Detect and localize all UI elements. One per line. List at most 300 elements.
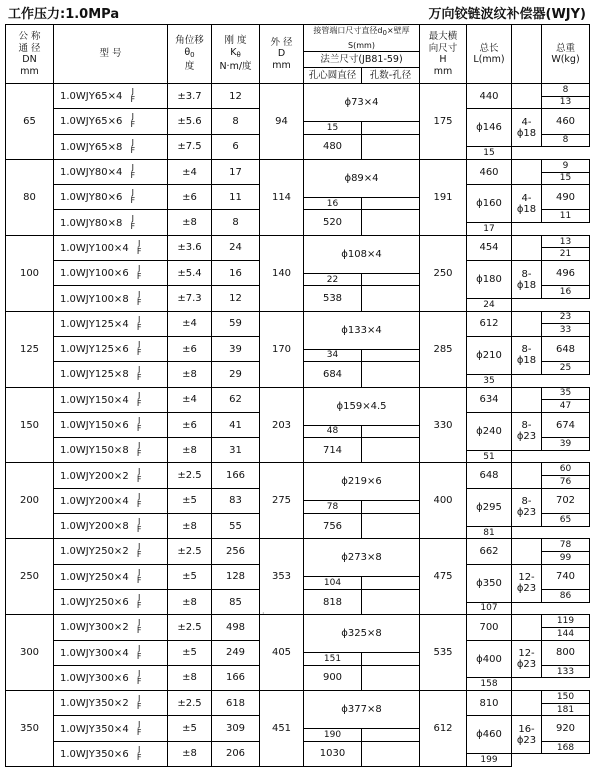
model-text: 1.0WJY250×4: [60, 571, 129, 583]
model-text: 1.0WJY100×4: [60, 242, 129, 254]
cell-weight: 35: [542, 387, 590, 400]
cell-dn: 65: [6, 84, 54, 160]
cell-max-lateral: 330: [420, 387, 467, 463]
cell-angle: ±3.6: [168, 235, 212, 260]
cell-stiffness: 85: [212, 589, 260, 614]
cell-angle: ±8: [168, 210, 212, 235]
cell-pipe-size: ϕ273×8: [304, 539, 420, 577]
cell-pipe-size: ϕ89×4: [304, 159, 420, 197]
cell-length: 612: [467, 311, 512, 336]
cell-angle: ±2.5: [168, 691, 212, 716]
cell-angle: ±2.5: [168, 615, 212, 640]
cell-length: 490: [542, 185, 590, 210]
cell-max-lateral: 285: [420, 311, 467, 387]
cell-pipe-size: ϕ377×8: [304, 691, 420, 729]
cell-length: 1030: [304, 741, 362, 766]
table-row: [6, 84, 590, 97]
cell-stiffness: 256: [212, 539, 260, 564]
cell-angle: ±2.5: [168, 539, 212, 564]
cell-weight: 150: [542, 691, 590, 704]
model-text: 1.0WJY150×8: [60, 445, 129, 457]
model-text: 1.0WJY200×4: [60, 495, 129, 507]
connection-type-marker: J F: [136, 517, 142, 535]
document-header: [8, 0, 586, 22]
cell-length: 740: [542, 564, 590, 589]
cell-stiffness: 309: [212, 716, 260, 741]
cell-dn: 125: [6, 311, 54, 387]
cell-pipe-size: ϕ73×4: [304, 84, 420, 122]
cell-bolt-count: 12-ϕ23: [512, 640, 542, 678]
cell-weight: 15: [304, 121, 362, 134]
cell-model: [54, 615, 168, 640]
table-row: [6, 235, 590, 248]
table-body: [6, 84, 590, 767]
cell-max-lateral: 535: [420, 615, 467, 691]
cell-angle: ±5: [168, 488, 212, 513]
cell-angle: ±4: [168, 311, 212, 336]
cell-angle: ±7.5: [168, 134, 212, 159]
model-text: 1.0WJY300×6: [60, 672, 129, 684]
model-text: 1.0WJY350×6: [60, 748, 129, 760]
cell-weight: 47: [542, 400, 590, 413]
connection-type-marker: J F: [136, 719, 142, 737]
model-text: 1.0WJY150×6: [60, 420, 129, 431]
connection-type-marker: J F: [136, 618, 142, 636]
model-text: 1.0WJY80×8: [60, 217, 123, 229]
cell-weight: 144: [542, 627, 590, 640]
cell-length: 684: [304, 362, 362, 387]
cell-length: 460: [467, 159, 512, 184]
cell-bolt-count: 12-ϕ23: [512, 564, 542, 602]
cell-stiffness: 59: [212, 311, 260, 336]
cell-angle: ±6: [168, 185, 212, 210]
cell-angle: ±2.5: [168, 463, 212, 488]
cell-model: [54, 438, 168, 463]
cell-weight: 8: [542, 134, 590, 147]
cell-length: 920: [542, 716, 590, 741]
cell-spacer: [512, 691, 542, 716]
cell-model: [54, 488, 168, 513]
cell-max-lateral: 475: [420, 539, 467, 615]
connection-type-marker: J F: [136, 365, 142, 383]
table-row: [6, 463, 590, 476]
cell-angle: ±7.3: [168, 286, 212, 311]
connection-type-marker: J F: [136, 643, 142, 661]
cell-length: 648: [542, 336, 590, 361]
cell-model: [54, 514, 168, 539]
cell-length: 520: [304, 210, 362, 235]
cell-weight: 65: [542, 514, 590, 527]
cell-length: 662: [467, 539, 512, 564]
cell-stiffness: 12: [212, 84, 260, 109]
header-max-lateral: 最大横 向尺寸 H mm: [420, 25, 467, 84]
cell-weight: 16: [304, 197, 362, 210]
cell-bolt-circle: ϕ160: [467, 185, 512, 223]
cell-bolt-count: 4-ϕ18: [512, 109, 542, 147]
header-pipe-size: 接管端口尺寸直径d0×壁厚S(mm): [304, 25, 420, 52]
cell-weight: 81: [467, 526, 512, 539]
cell-angle: ±5: [168, 564, 212, 589]
header-weight: 总重 W(kg): [542, 25, 590, 84]
cell-outer-diameter: 405: [260, 615, 304, 691]
header-outer-diameter: 外 径 D mm: [260, 25, 304, 84]
cell-max-lateral: 250: [420, 235, 467, 311]
connection-type-marker: J F: [130, 188, 136, 206]
cell-outer-diameter: 140: [260, 235, 304, 311]
cell-model: [54, 286, 168, 311]
cell-dn: 350: [6, 691, 54, 767]
cell-weight: 199: [467, 754, 512, 767]
model-text: 1.0WJY200×2: [60, 470, 129, 482]
cell-angle: ±8: [168, 362, 212, 387]
cell-spacer: [362, 514, 420, 539]
cell-angle: ±5.6: [168, 109, 212, 134]
cell-weight: 34: [304, 349, 362, 362]
cell-weight: 76: [542, 476, 590, 489]
cell-bolt-count: 4-ϕ18: [512, 185, 542, 223]
cell-weight: 86: [542, 589, 590, 602]
cell-stiffness: 8: [212, 109, 260, 134]
cell-outer-diameter: 94: [260, 84, 304, 160]
cell-model: [54, 640, 168, 665]
scan-mark: ·: [262, 609, 265, 618]
cell-stiffness: 8: [212, 210, 260, 235]
connection-type-marker: J F: [130, 112, 136, 130]
cell-pipe-size: ϕ219×6: [304, 463, 420, 501]
connection-type-marker: J F: [136, 466, 142, 484]
connection-type-marker: J F: [136, 314, 142, 332]
cell-bolt-count: 8-ϕ18: [512, 336, 542, 374]
table-row: [6, 691, 590, 704]
cell-length: 440: [467, 84, 512, 109]
cell-weight: 119: [542, 615, 590, 628]
cell-weight: 107: [467, 602, 512, 615]
cell-model: [54, 564, 168, 589]
table-row: [6, 387, 590, 400]
cell-angle: ±8: [168, 514, 212, 539]
cell-stiffness: 31: [212, 438, 260, 463]
cell-weight: 13: [542, 96, 590, 109]
table-row: [6, 311, 590, 324]
connection-type-marker: J F: [130, 137, 136, 155]
cell-bolt-circle: ϕ350: [467, 564, 512, 602]
cell-weight: 15: [467, 147, 512, 160]
cell-bolt-circle: ϕ240: [467, 412, 512, 450]
cell-angle: ±8: [168, 589, 212, 614]
cell-length: 496: [542, 261, 590, 286]
cell-dn: 80: [6, 159, 54, 235]
cell-weight: 11: [542, 210, 590, 223]
cell-bolt-circle: ϕ180: [467, 261, 512, 299]
cell-weight: 8: [542, 84, 590, 97]
cell-dn: 300: [6, 615, 54, 691]
cell-outer-diameter: 275: [260, 463, 304, 539]
model-text: 1.0WJY100×8: [60, 293, 129, 305]
cell-spacer: [512, 387, 542, 412]
cell-weight: 190: [304, 729, 362, 742]
cell-model: [54, 311, 168, 336]
cell-angle: ±4: [168, 387, 212, 412]
cell-model: [54, 210, 168, 235]
table-row: [6, 159, 590, 172]
cell-weight: 78: [542, 539, 590, 552]
cell-model: [54, 336, 168, 361]
cell-weight: 33: [542, 324, 590, 337]
model-text: 1.0WJY250×2: [60, 546, 129, 558]
cell-weight: 168: [542, 741, 590, 754]
cell-bolt-count: 8-ϕ23: [512, 488, 542, 526]
cell-spacer: [512, 615, 542, 640]
cell-stiffness: 498: [212, 615, 260, 640]
cell-length: 634: [467, 387, 512, 412]
table-header: [6, 25, 590, 84]
connection-type-marker: J F: [136, 567, 142, 585]
cell-weight: 15: [542, 172, 590, 185]
cell-model: [54, 159, 168, 184]
cell-spacer: [512, 159, 542, 184]
cell-weight: 22: [304, 273, 362, 286]
connection-type-marker: J F: [130, 163, 136, 181]
cell-spacer: [362, 210, 420, 235]
cell-weight: 13: [542, 235, 590, 248]
cell-stiffness: 166: [212, 463, 260, 488]
cell-length: 454: [467, 235, 512, 260]
cell-weight: 181: [542, 703, 590, 716]
cell-spacer: [512, 84, 542, 109]
cell-model: [54, 716, 168, 741]
cell-length: 800: [542, 640, 590, 665]
cell-dn: 250: [6, 539, 54, 615]
working-pressure-label: 工作压力:1.0MPa: [8, 7, 120, 22]
cell-angle: ±8: [168, 665, 212, 690]
cell-angle: ±5: [168, 716, 212, 741]
cell-spacer: [512, 463, 542, 488]
model-text: 1.0WJY65×8: [60, 141, 123, 153]
cell-length: 714: [304, 438, 362, 463]
document-title: 万向铰链波纹补偿器(WJY): [428, 7, 586, 22]
connection-type-marker: J F: [136, 289, 142, 307]
cell-bolt-circle: ϕ460: [467, 716, 512, 754]
cell-spacer: [362, 286, 420, 311]
connection-type-marker: J F: [136, 390, 142, 408]
connection-type-marker: J F: [136, 238, 142, 256]
cell-stiffness: 6: [212, 134, 260, 159]
cell-pipe-size: ϕ133×4: [304, 311, 420, 349]
model-text: 1.0WJY125×8: [60, 369, 129, 381]
cell-stiffness: 206: [212, 741, 260, 766]
cell-spacer: [362, 589, 420, 614]
cell-stiffness: 24: [212, 235, 260, 260]
connection-type-marker: J F: [136, 694, 142, 712]
header-length: 总长 L(mm): [467, 25, 512, 84]
cell-weight: 48: [304, 425, 362, 438]
cell-dn: 100: [6, 235, 54, 311]
cell-length: 648: [467, 463, 512, 488]
cell-bolt-circle: ϕ295: [467, 488, 512, 526]
cell-stiffness: 29: [212, 362, 260, 387]
cell-weight: 23: [542, 311, 590, 324]
cell-model: [54, 134, 168, 159]
cell-spacer: [512, 311, 542, 336]
model-text: 1.0WJY80×4: [60, 167, 123, 179]
cell-angle: ±6: [168, 336, 212, 361]
connection-type-marker: J F: [136, 416, 142, 433]
cell-angle: ±3.7: [168, 84, 212, 109]
cell-model: [54, 412, 168, 437]
cell-bolt-circle: ϕ210: [467, 336, 512, 374]
cell-model: [54, 235, 168, 260]
cell-max-lateral: 191: [420, 159, 467, 235]
cell-angle: ±5.4: [168, 261, 212, 286]
cell-length: 810: [467, 691, 512, 716]
cell-pipe-size: ϕ325×8: [304, 615, 420, 653]
cell-dn: 200: [6, 463, 54, 539]
connection-type-marker: J F: [136, 593, 142, 611]
cell-bolt-count: 8-ϕ18: [512, 261, 542, 299]
header-flange: 法兰尺寸(JB81-59): [304, 52, 420, 68]
cell-stiffness: 39: [212, 336, 260, 361]
cell-angle: ±5: [168, 640, 212, 665]
cell-weight: 39: [542, 438, 590, 451]
table-row: [6, 615, 590, 628]
cell-weight: 104: [304, 577, 362, 590]
cell-dn: 150: [6, 387, 54, 463]
model-text: 1.0WJY300×4: [60, 647, 129, 659]
cell-stiffness: 41: [212, 412, 260, 437]
cell-model: [54, 185, 168, 210]
cell-weight: 17: [467, 223, 512, 236]
cell-bolt-circle: ϕ400: [467, 640, 512, 678]
model-text: 1.0WJY250×6: [60, 597, 129, 609]
header-bolt-count: 孔数-孔径: [362, 68, 420, 84]
cell-max-lateral: 612: [420, 691, 467, 767]
model-text: 1.0WJY200×8: [60, 521, 129, 533]
cell-stiffness: 12: [212, 286, 260, 311]
spec-table: [5, 24, 590, 767]
cell-length: 818: [304, 589, 362, 614]
cell-outer-diameter: 203: [260, 387, 304, 463]
cell-weight: 133: [542, 665, 590, 678]
table-row: [6, 539, 590, 552]
cell-outer-diameter: 170: [260, 311, 304, 387]
connection-type-marker: J F: [136, 264, 142, 282]
cell-length: 756: [304, 514, 362, 539]
connection-type-marker: J F: [136, 744, 142, 762]
cell-stiffness: 17: [212, 159, 260, 184]
cell-weight: 24: [467, 299, 512, 312]
cell-length: 702: [542, 488, 590, 513]
cell-weight: 35: [467, 374, 512, 387]
header-model: 型 号: [54, 25, 168, 84]
cell-model: [54, 741, 168, 766]
model-text: 1.0WJY350×2: [60, 698, 129, 710]
cell-outer-diameter: 353: [260, 539, 304, 615]
cell-spacer: [362, 741, 420, 766]
connection-type-marker: J F: [136, 491, 142, 509]
cell-model: [54, 387, 168, 412]
cell-angle: ±6: [168, 412, 212, 437]
cell-weight: 16: [542, 286, 590, 299]
cell-stiffness: 55: [212, 514, 260, 539]
cell-length: 900: [304, 665, 362, 690]
cell-weight: 25: [542, 362, 590, 375]
cell-max-lateral: 175: [420, 84, 467, 160]
cell-stiffness: 83: [212, 488, 260, 513]
connection-type-marker: J F: [136, 668, 142, 686]
cell-length: 700: [467, 615, 512, 640]
cell-stiffness: 62: [212, 387, 260, 412]
cell-spacer: [512, 235, 542, 260]
model-text: 1.0WJY300×2: [60, 622, 129, 634]
cell-model: [54, 539, 168, 564]
connection-type-marker: J F: [136, 441, 142, 459]
model-text: 1.0WJY65×6: [60, 116, 123, 128]
cell-model: [54, 463, 168, 488]
cell-model: [54, 84, 168, 109]
cell-bolt-count: 8-ϕ23: [512, 412, 542, 450]
model-text: 1.0WJY65×4: [60, 91, 123, 103]
cell-weight: 51: [467, 450, 512, 463]
cell-spacer: [362, 362, 420, 387]
cell-length: 674: [542, 412, 590, 437]
cell-stiffness: 16: [212, 261, 260, 286]
header-stiffness: 刚 度 $K_\theta$ N·m/度: [212, 25, 260, 84]
cell-weight: 9: [542, 159, 590, 172]
cell-spacer: [362, 665, 420, 690]
cell-angle: ±4: [168, 159, 212, 184]
cell-weight: 99: [542, 551, 590, 564]
cell-stiffness: 618: [212, 691, 260, 716]
model-text: 1.0WJY100×6: [60, 268, 129, 280]
connection-type-marker: J F: [130, 213, 136, 231]
cell-bolt-count: 16-ϕ23: [512, 716, 542, 754]
cell-model: [54, 691, 168, 716]
cell-weight: 78: [304, 501, 362, 514]
cell-spacer: [512, 539, 542, 564]
cell-stiffness: 128: [212, 564, 260, 589]
cell-model: [54, 261, 168, 286]
cell-outer-diameter: 114: [260, 159, 304, 235]
connection-type-marker: J F: [130, 87, 136, 105]
cell-stiffness: 166: [212, 665, 260, 690]
cell-model: [54, 665, 168, 690]
cell-weight: 21: [542, 248, 590, 261]
model-text: 1.0WJY125×6: [60, 344, 129, 356]
cell-max-lateral: 400: [420, 463, 467, 539]
cell-model: [54, 109, 168, 134]
header-dn: 公 称 通 径 DN mm: [6, 25, 54, 84]
cell-spacer: [362, 438, 420, 463]
cell-weight: 151: [304, 653, 362, 666]
cell-outer-diameter: 451: [260, 691, 304, 767]
model-text: 1.0WJY80×6: [60, 192, 123, 204]
cell-weight: 60: [542, 463, 590, 476]
model-text: 1.0WJY350×4: [60, 723, 129, 735]
cell-length: 538: [304, 286, 362, 311]
header-bolt-circle: 孔心圆直径: [304, 68, 362, 84]
cell-angle: ±8: [168, 438, 212, 463]
header-spacer: [512, 25, 542, 84]
cell-model: [54, 589, 168, 614]
cell-length: 480: [304, 134, 362, 159]
cell-length: 460: [542, 109, 590, 134]
header-angle: 角位移 $\theta_0$ 度: [168, 25, 212, 84]
cell-stiffness: 249: [212, 640, 260, 665]
cell-angle: ±8: [168, 741, 212, 766]
cell-bolt-circle: ϕ146: [467, 109, 512, 147]
cell-pipe-size: ϕ159×4.5: [304, 387, 420, 425]
cell-stiffness: 11: [212, 185, 260, 210]
